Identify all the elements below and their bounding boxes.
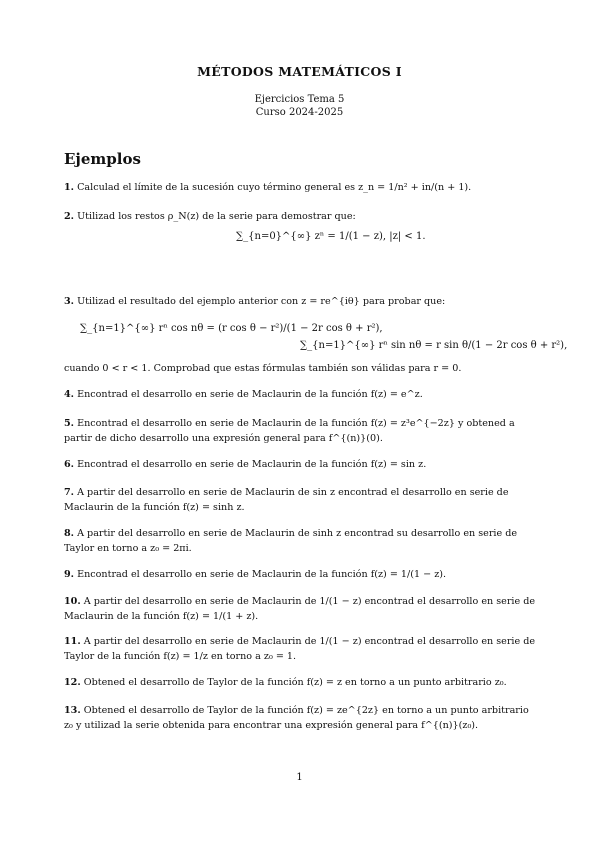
exercise-7	[64, 486, 538, 515]
exercise-2	[64, 210, 538, 225]
document-subtitle-topic: Ejercicios Tema 5	[254, 94, 345, 105]
exercise-number: 3.	[64, 296, 75, 307]
exercise-number: 11.	[64, 636, 81, 647]
exercise-number: 2.	[64, 211, 75, 222]
exercise-text: Encontrad el desarrollo en serie de Maclaurin de la función f(z) = e^z.	[77, 389, 423, 400]
exercise-text: A partir del desarrollo en serie de Maclaurin de sin z encontrad el desarrollo en serie de Maclaurin de la función f(z) = sinh z.	[64, 487, 509, 513]
exercise-number: 12.	[64, 677, 81, 688]
exercise-text: Encontrad el desarrollo en serie de Maclaurin de la función f(z) = 1/(1 − z).	[77, 569, 447, 580]
exercise-number: 1.	[64, 182, 75, 193]
equation-sine-series	[300, 340, 567, 351]
equation-text: ∑_{n=1}^{∞} rⁿ cos nθ = (r cos θ − r²)/(1 − 2r cos θ + r²),	[80, 323, 383, 334]
exercise-5	[64, 417, 538, 446]
exercise-10	[64, 595, 538, 624]
section-heading: Ejemplos	[64, 150, 141, 168]
exercise-9	[64, 568, 538, 583]
document-title: MÉTODOS MATEMÁTICOS I	[197, 64, 402, 79]
exercise-number: 6.	[64, 459, 75, 470]
exercise-number: 10.	[64, 596, 81, 607]
equation-text: ∑_{n=0}^{∞} zⁿ = 1/(1 − z), |z| < 1.	[236, 231, 426, 242]
exercise-6	[64, 458, 538, 473]
exercise-text: A partir del desarrollo en serie de Maclaurin de sinh z encontrad su desarrollo en serie de Taylor en torno a z₀ = 2πi.	[64, 528, 518, 554]
exercise-8	[64, 527, 538, 556]
exercise-text: A partir del desarrollo en serie de Maclaurin de 1/(1 − z) encontrad el desarrollo en serie de Taylor de la función f(z) = 1/z en torno a z₀ = 1.	[64, 636, 536, 662]
exercise-12	[64, 676, 538, 691]
exercise-4	[64, 388, 538, 403]
page-number: 1	[296, 772, 303, 783]
exercise-number: 13.	[64, 705, 81, 716]
equation-cosine-series	[80, 323, 383, 334]
exercise-text: A partir del desarrollo en serie de Maclaurin de 1/(1 − z) encontrad el desarrollo en serie de Maclaurin de la función f(z) = 1/(1 + z).	[64, 596, 536, 622]
exercise-number: 4.	[64, 389, 75, 400]
document-subtitle-course: Curso 2024-2025	[255, 107, 344, 118]
exercise-text: Calculad el límite de la sucesión cuyo término general es z_n = 1/n² + in/(n + 1).	[77, 182, 472, 193]
exercise-3	[64, 295, 538, 310]
exercise-text: Encontrad el desarrollo en serie de Maclaurin de la función f(z) = z³e^{−2z} y obtened a partir de dicho desarrollo una expresión general para f^{(n)}(0).	[64, 418, 515, 444]
exercise-text: Obtened el desarrollo de Taylor de la función f(z) = ze^{2z} en torno a un punto arbitrario z₀ y utilizad la serie obtenida para encontrar una expresión general para f^{(n)}(z₀).	[64, 705, 529, 731]
exercise-3-condition	[64, 362, 538, 377]
exercise-13	[64, 704, 538, 733]
exercise-number: 5.	[64, 418, 75, 429]
exercise-text: Utilizad el resultado del ejemplo anterior con z = re^{iθ} para probar que:	[77, 296, 446, 307]
equation-geometric-series	[236, 231, 426, 242]
exercise-text: cuando 0 < r < 1. Comprobad que estas fórmulas también son válidas para r = 0.	[64, 363, 462, 374]
exercise-text: Encontrad el desarrollo en serie de Maclaurin de la función f(z) = sin z.	[77, 459, 427, 470]
exercise-number: 8.	[64, 528, 75, 539]
exercise-11	[64, 635, 538, 664]
exercise-text: Obtened el desarrollo de Taylor de la función f(z) = z en torno a un punto arbitrario z₀.	[83, 677, 507, 688]
exercise-number: 9.	[64, 569, 75, 580]
exercise-text: Utilizad los restos ρ_N(z) de la serie para demostrar que:	[77, 211, 356, 222]
equation-text: ∑_{n=1}^{∞} rⁿ sin nθ = r sin θ/(1 − 2r cos θ + r²),	[300, 340, 568, 351]
exercise-number: 7.	[64, 487, 75, 498]
exercise-1	[64, 181, 538, 196]
